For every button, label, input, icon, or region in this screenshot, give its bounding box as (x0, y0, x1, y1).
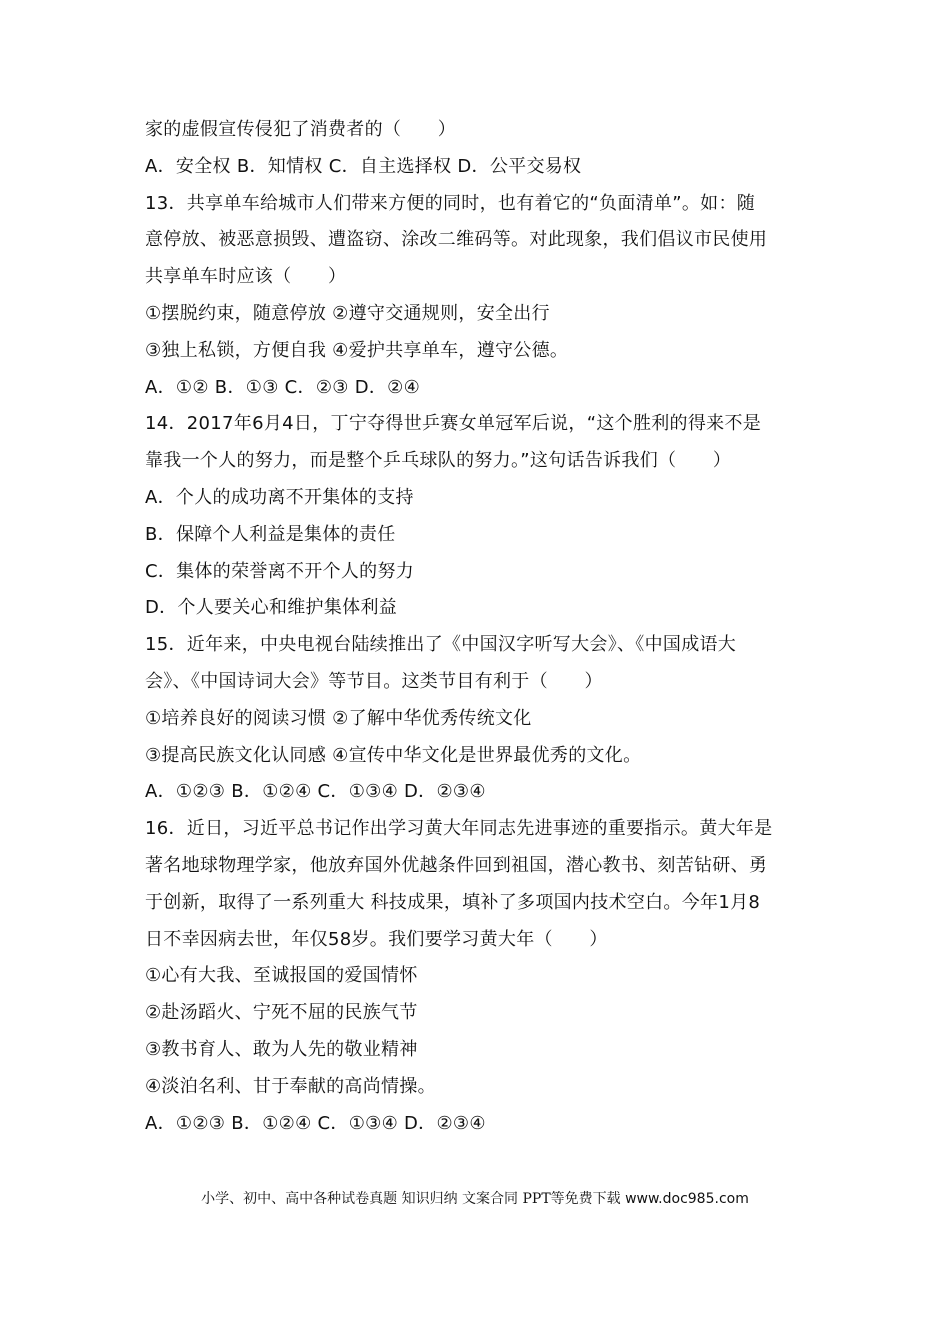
text-line: D．个人要关心和维护集体利益 (145, 597, 398, 619)
footer-text: 小学、初中、高中各种试卷真题 知识归纳 文案合同 PPT等免费下载 (201, 1191, 626, 1207)
footer-url: www.doc985.com (625, 1191, 749, 1207)
text-line: ①摆脱约束，随意停放 ②遵守交通规则，安全出行 (145, 302, 550, 324)
text-line: A．安全权 B．知情权 C．自主选择权 D．公平交易权 (145, 155, 582, 177)
text-line: A．个人的成功离不开集体的支持 (145, 486, 414, 508)
text-line: ③教书育人、敢为人先的敬业精神 (145, 1038, 418, 1060)
text-line: 靠我一个人的努力，而是整个乒乓球队的努力。”这句话告诉我们（ ） (145, 450, 732, 472)
text-line: C．集体的荣誉离不开个人的努力 (145, 560, 415, 582)
page-footer (0, 1188, 950, 1208)
text-line: 会》、《中国诗词大会》等节目。这类节目有利于（ ） (145, 670, 603, 692)
text-line: 家的虚假宣传侵犯了消费者的（ ） (145, 119, 457, 140)
text-line: 13．共享单车给城市人们带来方便的同时，也有着它的“负面清单”。如：随 (145, 192, 756, 214)
text-line: ②赴汤蹈火、宁死不屈的民族气节 (145, 1002, 418, 1024)
text-line: 于创新，取得了一系列重大 科技成果，填补了多项国内技术空白。今年1月8 (145, 891, 761, 913)
text-line: ①心有大我、至诚报国的爱国情怀 (145, 965, 418, 987)
text-line: B．保障个人利益是集体的责任 (145, 523, 396, 545)
text-line: A．①②③ B．①②④ C．①③④ D．②③④ (145, 781, 486, 803)
text-line: 15．近年来，中央电视台陆续推出了《中国汉字听写大会》、《中国成语大 (145, 634, 737, 656)
text-line: ③提高民族文化认同感 ④宣传中华文化是世界最优秀的文化。 (145, 744, 642, 766)
text-line: ③独上私锁，方便自我 ④爱护共享单车，遵守公德。 (145, 339, 569, 361)
text-line: 共享单车时应该（ ） (145, 266, 347, 288)
text-line: 著名地球物理学家，他放弃国外优越条件回到祖国，潜心教书、刻苦钻研、勇 (145, 854, 768, 876)
text-line: 日不幸因病去世，年仅58岁。我们要学习黄大年（ ） (145, 928, 608, 950)
text-line: A．①②③ B．①②④ C．①③④ D．②③④ (145, 1112, 486, 1134)
text-line: 16．近日，习近平总书记作出学习黄大年同志先进事迹的重要指示。黄大年是 (145, 818, 773, 840)
text-line: A．①② B．①③ C．②③ D．②④ (145, 376, 421, 398)
question-content (145, 112, 810, 1142)
text-line: ①培养良好的阅读习惯 ②了解中华优秀传统文化 (145, 707, 532, 729)
text-line: 14．2017年6月4日，丁宁夺得世乒赛女单冠军后说，“这个胜利的得来不是 (145, 413, 762, 435)
text-line: ④淡泊名利、甘于奉献的高尚情操。 (145, 1075, 436, 1097)
text-line: 意停放、被恶意损毁、遭盗窃、涂改二维码等。对此现象，我们倡议市民使用 (145, 229, 768, 251)
